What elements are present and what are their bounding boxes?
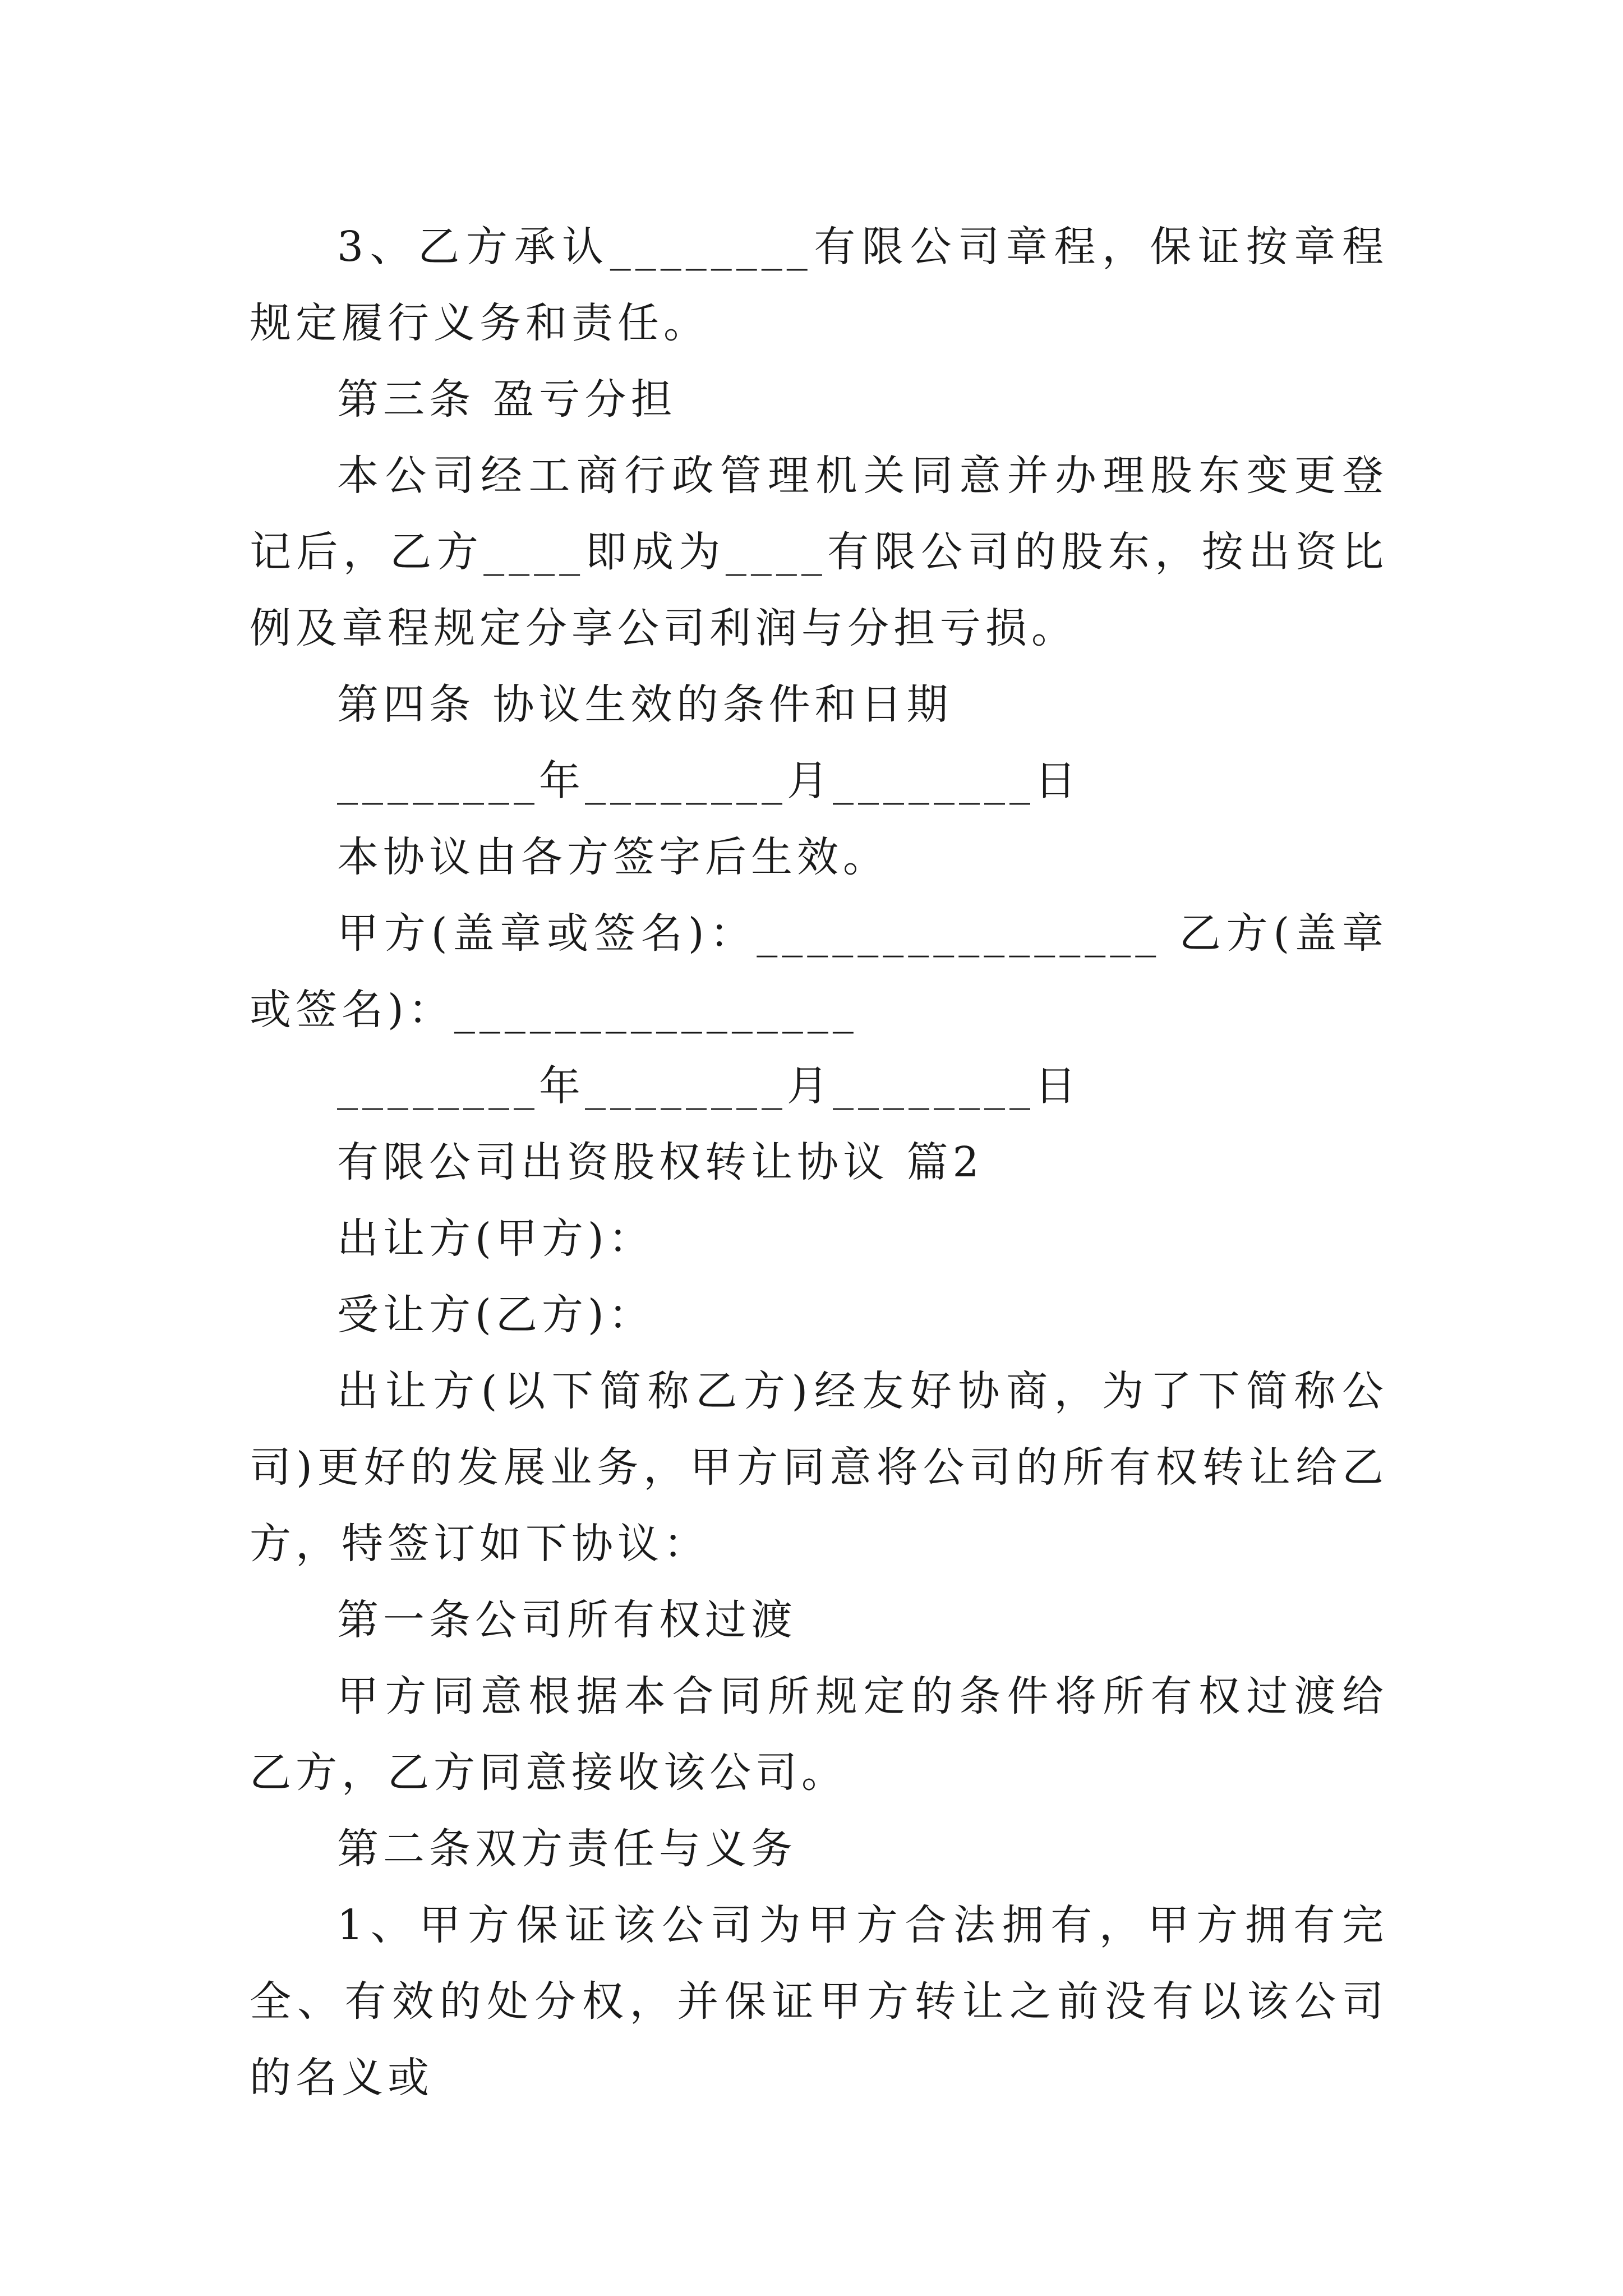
transferor-line: 出让方(甲方)： (337, 1214, 654, 1263)
preamble: 出让方(以下简称乙方)经友好协商，为了下简称公司)更好的发展业务，甲方同意将公司的所有权转让给乙方，特签订如下协议： (250, 1367, 1388, 1568)
article-4-heading: 第四条 协议生效的条件和日期 (337, 680, 953, 729)
article-2-heading: 第二条双方责任与义务 (337, 1825, 797, 1873)
article-2-clause-1: 1、甲方保证该公司为甲方合法拥有，甲方拥有完全、有效的处分权，并保证甲方转让之前没有以该公司的名义或 (250, 1901, 1388, 2102)
article-3-text: 本公司经工商行政管理机关同意并办理股东变更登记后，乙方____即成为____有限公司的股东，按出资比例及章程规定分享公司利润与分担亏损。 (250, 452, 1388, 652)
effective-clause: 本协议由各方签字后生效。 (337, 833, 889, 881)
signature-line: 甲方(盖章或签名)：________________ 乙方(盖章或签名)：________________ (250, 909, 1388, 1034)
date-line: ________年________月________日 (337, 757, 1081, 805)
article-3-heading: 第三条 盈亏分担 (337, 375, 677, 424)
clause-3-articles-acceptance: 3、乙方承认________有限公司章程，保证按章程规定履行义务和责任。 (250, 223, 1388, 347)
transferee-line: 受让方(乙方)： (337, 1291, 654, 1339)
article-1-heading: 第一条公司所有权过渡 (337, 1596, 797, 1644)
section-title-part-2: 有限公司出资股权转让协议 篇2 (337, 1138, 984, 1186)
document-body (250, 209, 1388, 2116)
article-1-text: 甲方同意根据本合同所规定的条件将所有权过渡给乙方，乙方同意接收该公司。 (250, 1672, 1388, 1797)
date-line: ________年________月________日 (337, 1062, 1081, 1110)
